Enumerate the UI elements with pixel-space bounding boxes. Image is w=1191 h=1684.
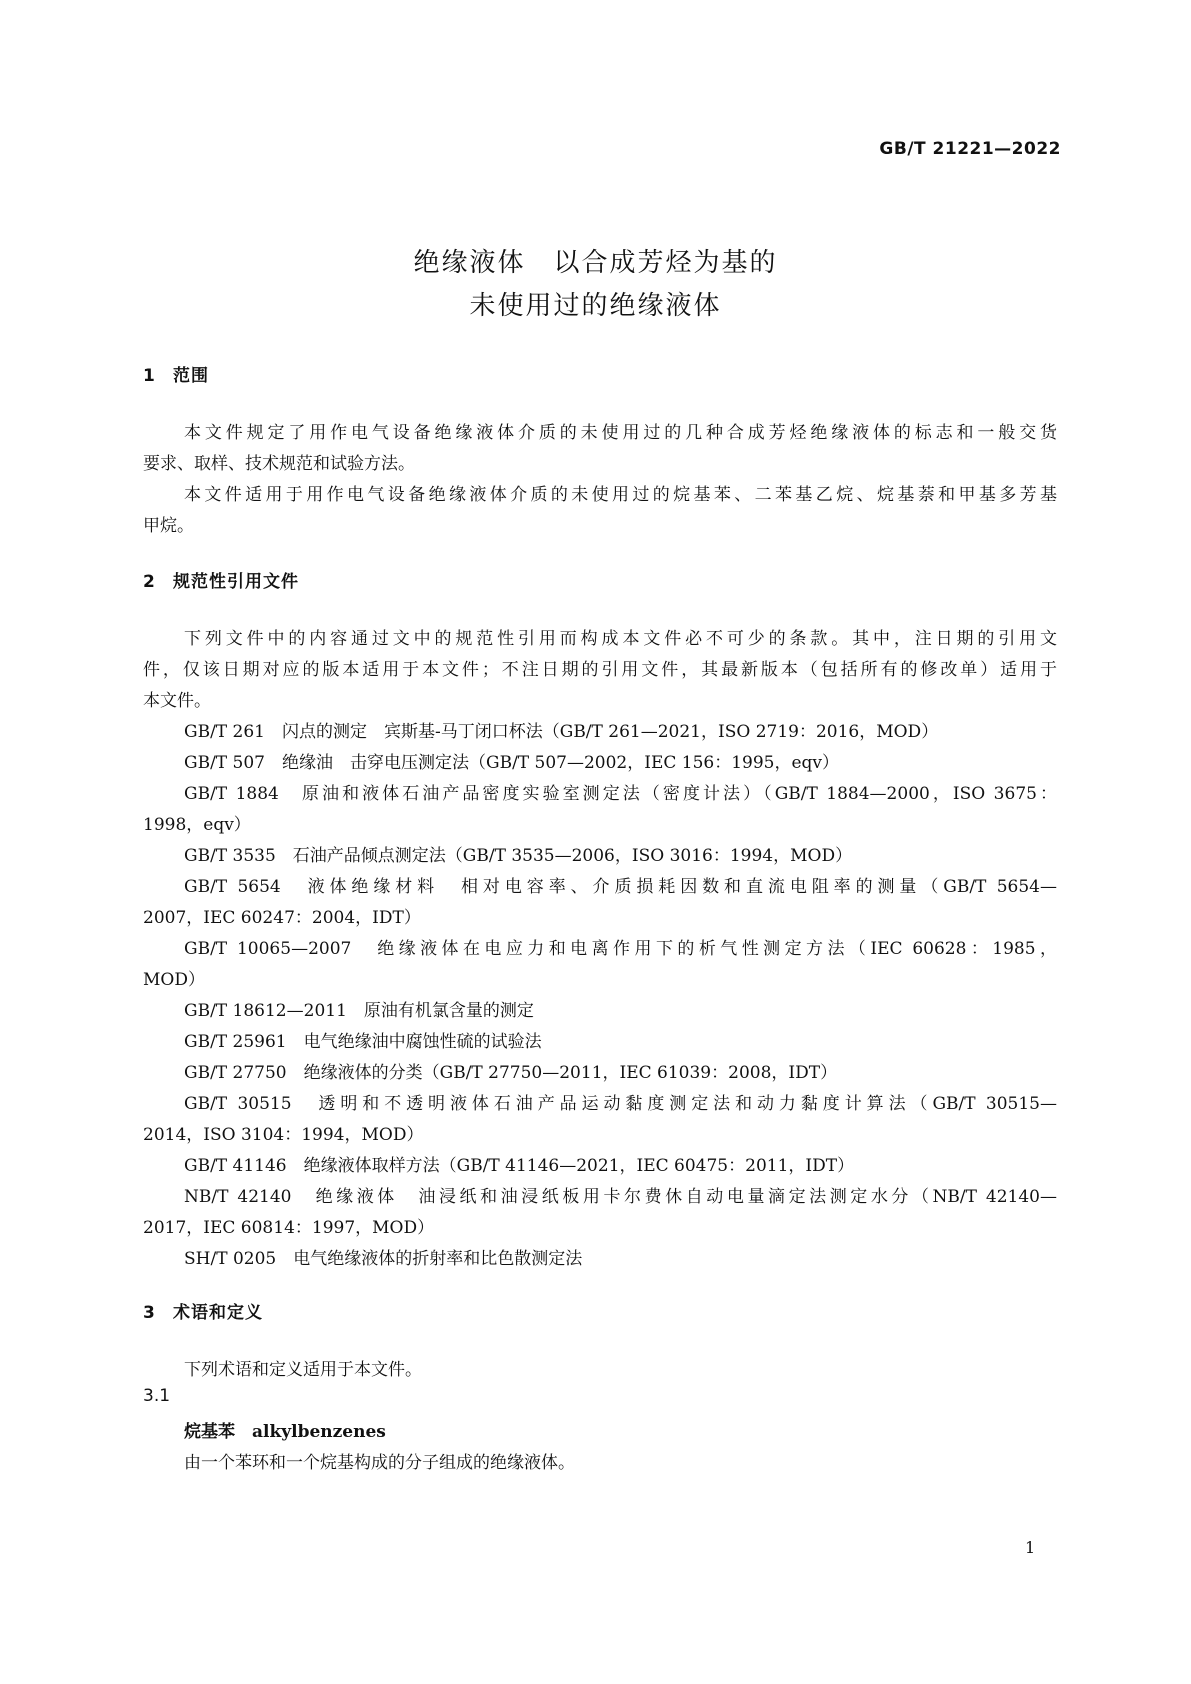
- reference-entry: GB/T 41146 绝缘液体取样方法（GB/T 41146—2021，IEC 60475：2011，IDT）: [184, 1156, 855, 1176]
- paragraph-line: 本文件规定了用作电气设备绝缘液体介质的未使用过的几种合成芳烃绝缘液体的标志和一般交货: [184, 423, 1057, 443]
- reference-entry: GB/T 27750 绝缘液体的分类（GB/T 27750—2011，IEC 61039：2008，IDT）: [184, 1063, 838, 1083]
- section-number: 3: [143, 1303, 156, 1323]
- reference-entry: GB/T 30515 透明和不透明液体石油产品运动黏度测定法和动力黏度计算法（GB/T 30515—: [184, 1094, 1057, 1114]
- section-number: 1: [143, 366, 156, 386]
- reference-entry-continued: 1998，eqv）: [143, 815, 251, 835]
- term-number: 3.1: [143, 1386, 171, 1406]
- reference-entry: GB/T 1884 原油和液体石油产品密度实验室测定法（密度计法）（GB/T 1884—2000，ISO 3675：: [184, 784, 1057, 804]
- document-title-line-2: 未使用过的绝缘液体: [469, 291, 722, 321]
- reference-entry: GB/T 5654 液体绝缘材料 相对电容率、介质损耗因数和直流电阻率的测量（GB/T 5654—: [184, 877, 1057, 897]
- section-2-heading: [143, 567, 299, 592]
- reference-entry: GB/T 507 绝缘油 击穿电压测定法（GB/T 507—2002，IEC 156：1995，eqv）: [184, 753, 840, 773]
- section-1-heading: [143, 361, 209, 386]
- paragraph-line: 要求、取样、技术规范和试验方法。: [143, 454, 415, 474]
- document-title-line-1: 绝缘液体 以合成芳烃为基的: [413, 248, 778, 278]
- section-title: 范围: [173, 366, 209, 386]
- reference-entry: GB/T 261 闪点的测定 宾斯基-马丁闭口杯法（GB/T 261—2021，ISO 2719：2016，MOD）: [184, 722, 939, 742]
- reference-entry: SH/T 0205 电气绝缘液体的折射率和比色散测定法: [184, 1249, 583, 1269]
- reference-entry-continued: MOD）: [143, 970, 205, 990]
- term-entry: [184, 1417, 386, 1442]
- reference-entry: GB/T 25961 电气绝缘油中腐蚀性硫的试验法: [184, 1032, 542, 1052]
- term-chinese: 烷基苯: [184, 1422, 235, 1442]
- paragraph-line: 下列术语和定义适用于本文件。: [184, 1360, 422, 1380]
- section-3-heading: [143, 1298, 263, 1323]
- section-title: 规范性引用文件: [173, 572, 299, 592]
- paragraph-line: 本文件。: [143, 691, 211, 711]
- paragraph-line: 下列文件中的内容通过文中的规范性引用而构成本文件必不可少的条款。其中，注日期的引用文: [184, 629, 1057, 649]
- term-english: alkylbenzenes: [252, 1422, 386, 1442]
- reference-entry-continued: 2014，ISO 3104：1994，MOD）: [143, 1125, 424, 1145]
- reference-entry: NB/T 42140 绝缘液体 油浸纸和油浸纸板用卡尔费休自动电量滴定法测定水分（NB/T 42140—: [184, 1187, 1057, 1207]
- paragraph-line: 本文件适用于用作电气设备绝缘液体介质的未使用过的烷基苯、二苯基乙烷、烷基萘和甲基多芳基: [184, 485, 1057, 505]
- reference-entry-continued: 2017，IEC 60814：1997，MOD）: [143, 1218, 435, 1238]
- reference-entry: GB/T 10065—2007 绝缘液体在电应力和电离作用下的析气性测定方法（IEC 60628：1985，: [184, 939, 1057, 959]
- reference-entry-continued: 2007，IEC 60247：2004，IDT）: [143, 908, 421, 928]
- section-title: 术语和定义: [173, 1303, 263, 1323]
- reference-entry: GB/T 3535 石油产品倾点测定法（GB/T 3535—2006，ISO 3016：1994，MOD）: [184, 846, 853, 866]
- standard-number: GB/T 21221—2022: [879, 139, 1061, 159]
- term-definition: 由一个苯环和一个烷基构成的分子组成的绝缘液体。: [184, 1453, 575, 1473]
- reference-entry: GB/T 18612—2011 原油有机氯含量的测定: [184, 1001, 534, 1021]
- page-number: 1: [1025, 1538, 1036, 1557]
- paragraph-line: 甲烷。: [143, 516, 194, 536]
- section-number: 2: [143, 572, 156, 592]
- paragraph-line: 件，仅该日期对应的版本适用于本文件；不注日期的引用文件，其最新版本（包括所有的修改单）适用于: [143, 660, 1057, 680]
